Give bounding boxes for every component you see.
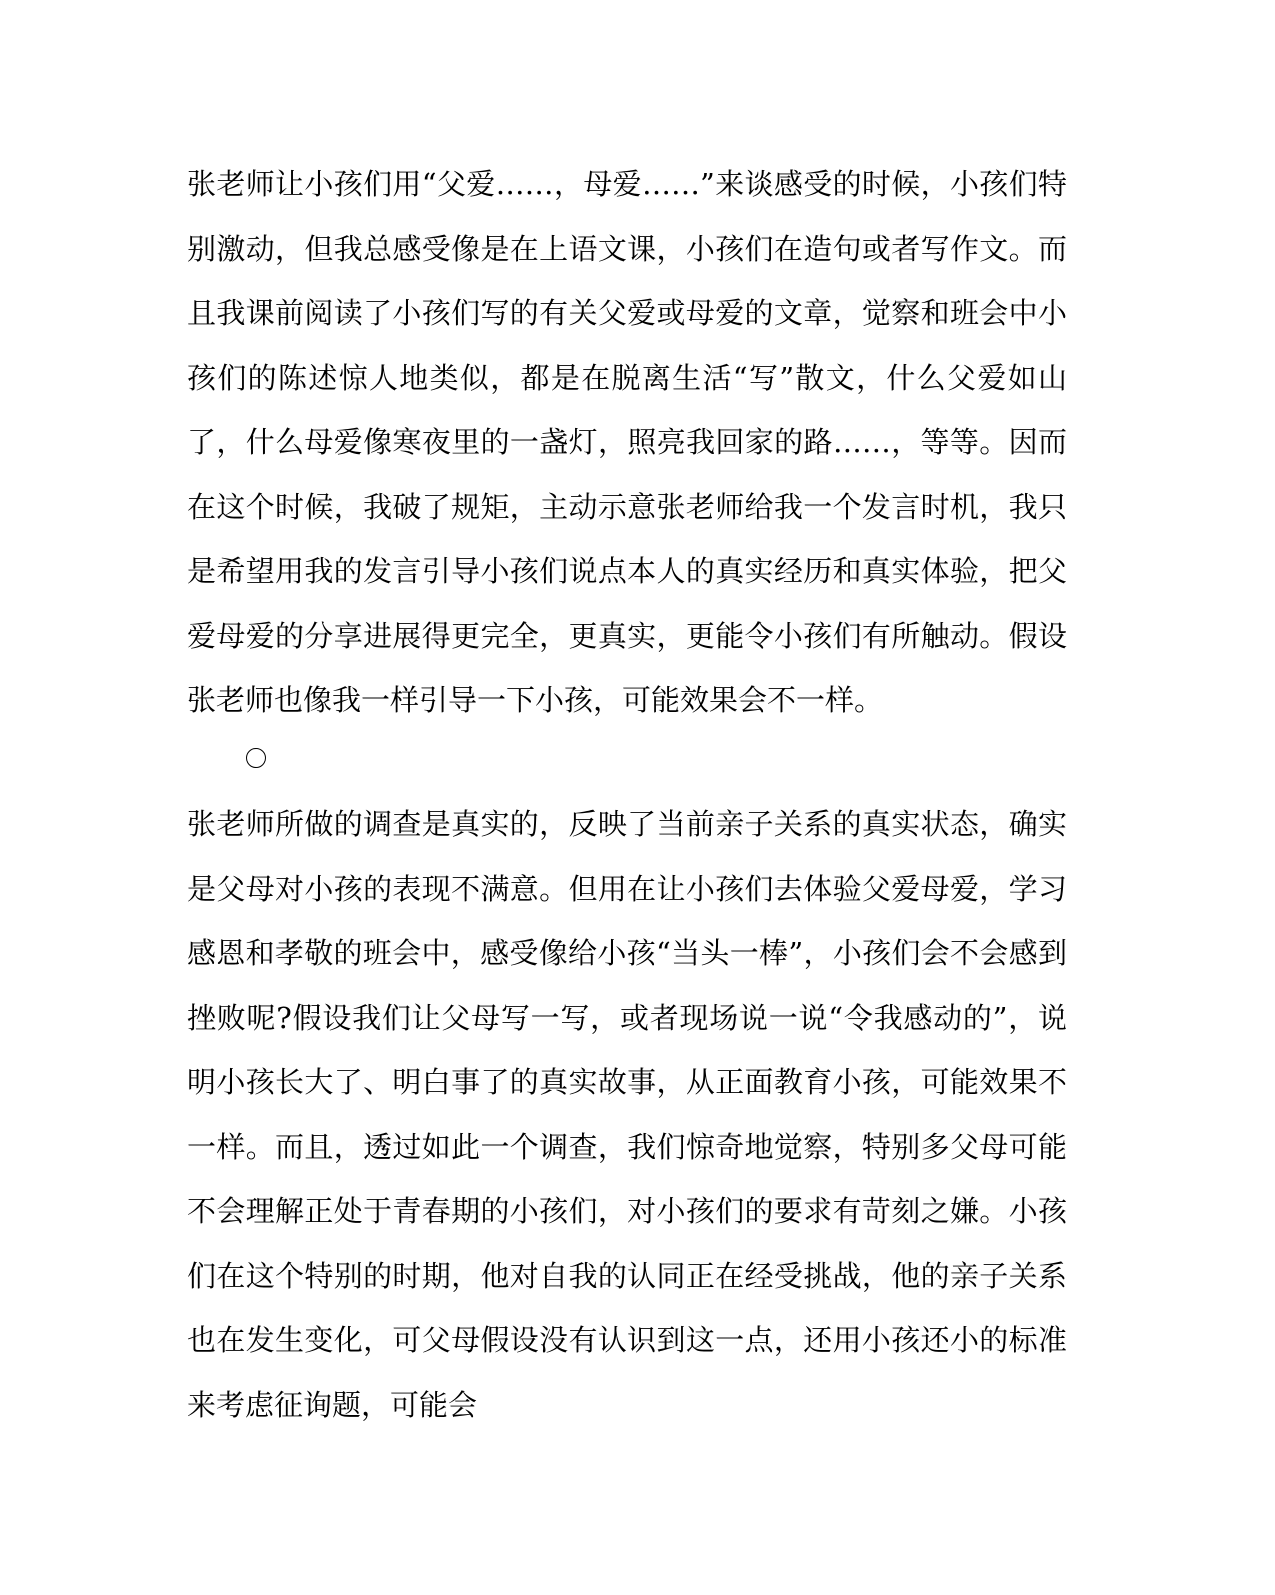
paragraph-2: 张老师所做的调查是真实的，反映了当前亲子关系的真实状态，确实是父母对小孩的表现不满意。但用在让小孩们去体验父爱母爱，学习感恩和孝敬的班会中，感受像给小孩“当头一棒”，小孩们会不会感到挫败呢?假设我们让父母写一写，或者现场说一说“令我感动的”，说明小孩长大了、明白事了的真实故事，从正面教育小孩，可能效果不一样。而且，透过如此一个调查，我们惊奇地觉察，特别多父母可能不会理解正处于青春期的小孩们，对小孩们的要求有苛刻之嫌。小孩们在这个特别的时期，他对自我的认同正在经受挑战，他的亲子关系也在发生变化，可父母假设没有认识到这一点，还用小孩还小的标准来考虑征询题，可能会 [187,807,1067,1422]
paragraph-1: 张老师让小孩们用“父爱……，母爱……”来谈感受的时候，小孩们特别激动，但我总感受像是在上语文课，小孩们在造句或者写作文。而且我课前阅读了小孩们写的有关父爱或母爱的文章，觉察和班会中小孩们的陈述惊人地类似，都是在脱离生活“写”散文，什么父爱如山了，什么母爱像寒夜里的一盏灯，照亮我回家的路……，等等。因而在这个时候，我破了规矩，主动示意张老师给我一个发言时机，我只是希望用我的发言引导小孩们说点本人的真实经历和真实体验，把父爱母爱的分享进展得更完全，更真实，更能令小孩们有所触动。假设张老师也像我一样引导一下小孩，可能效果会不一样。 [187,167,1067,717]
circle-bullet-icon [246,748,266,768]
